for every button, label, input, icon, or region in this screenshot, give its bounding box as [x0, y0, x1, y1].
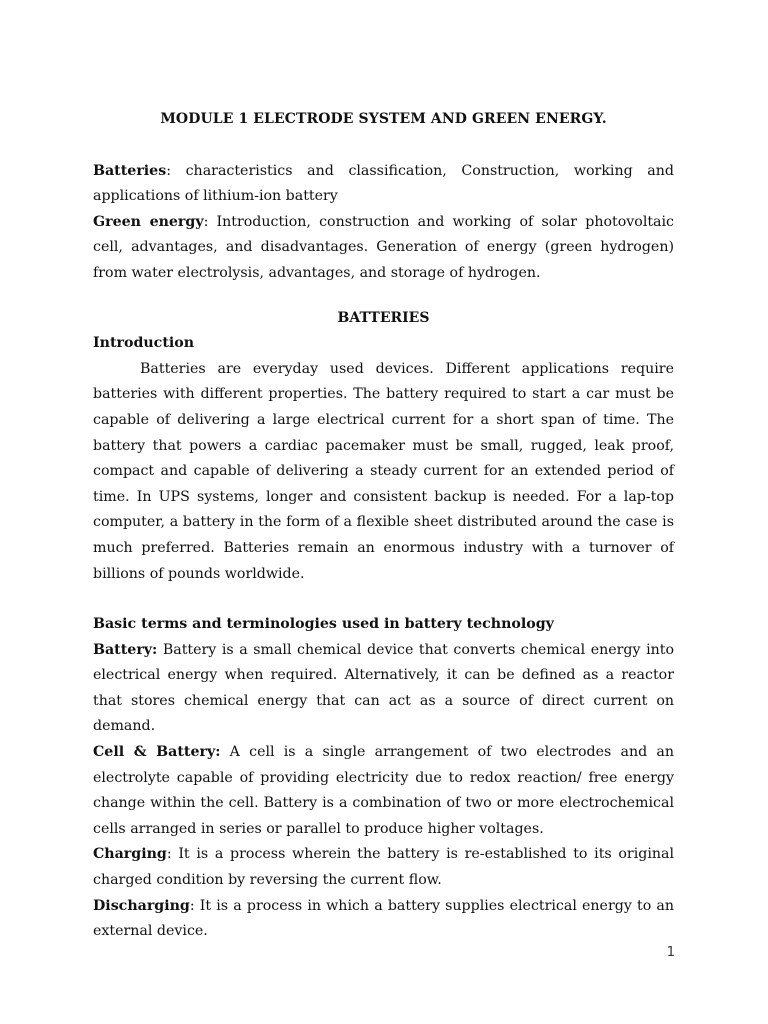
document-page — [93, 107, 674, 945]
introduction-paragraph: Batteries are everyday used devices. Different applications require batteries with different properties. The battery required to start a car must be capable of delivering a large electrical current for a short span of time. The battery that powers a cardiac pacemaker must be small, rugged, leak proof, compact and capable of delivering a steady current for an extended period of time. In UPS systems, longer and consistent backup is needed. For a lap-top computer, a battery in the form of a flexible sheet distributed around the case is much preferred. Batteries remain an enormous industry with a turnover of billions of pounds worldwide. — [93, 360, 674, 582]
syllabus-text-green-energy: : Introduction, construction and working of solar photovoltaic cell, advantages, and disadvantages. Generation of energy (green hydrogen) from water electrolysis, advantages, and storage of hydrogen. — [93, 213, 674, 281]
module-title: MODULE 1 ELECTRODE SYSTEM AND GREEN ENERGY. — [160, 111, 607, 127]
syllabus-green-energy — [93, 210, 674, 287]
section-heading-batteries: BATTERIES — [337, 309, 430, 326]
definition-text: Battery is a small chemical device that converts chemical energy into electrical energy when required. Alternatively, it can be defined as a reactor that stores chemical energy that can act as a source of direct current on demand. — [93, 641, 674, 735]
definition-discharging — [93, 894, 674, 945]
introduction-heading: Introduction — [93, 335, 195, 352]
definition-text: : It is a process in which a battery supplies electrical energy to an external device. — [93, 897, 674, 940]
page-number: 1 — [666, 945, 675, 960]
syllabus-term-batteries: Batteries — [93, 162, 167, 179]
definition-term: Cell & Battery: — [93, 744, 221, 761]
definition-text: : It is a process wherein the battery is re-established to its original charged condition by reversing the current flow. — [93, 846, 674, 889]
definition-charging — [93, 842, 674, 893]
definition-term: Battery: — [93, 641, 158, 658]
syllabus-batteries — [93, 159, 674, 210]
definition-term: Charging — [93, 846, 167, 863]
definition-battery — [93, 638, 674, 740]
syllabus-text-batteries: : characteristics and classification, Construction, working and applications of lithium-ion battery — [93, 162, 674, 205]
definition-text: A cell is a single arrangement of two electrodes and an electrolyte capable of providing electricity due to redox reaction/ free energy change within the cell. Battery is a combination of two or more electrochemical cells arranged in series or parallel to produce higher voltages. — [93, 744, 674, 837]
syllabus-term-green-energy: Green energy — [93, 213, 204, 230]
definition-term: Discharging — [93, 897, 190, 914]
definition-cell-battery — [93, 740, 674, 842]
terminology-heading: Basic terms and terminologies used in battery technology — [93, 616, 554, 633]
